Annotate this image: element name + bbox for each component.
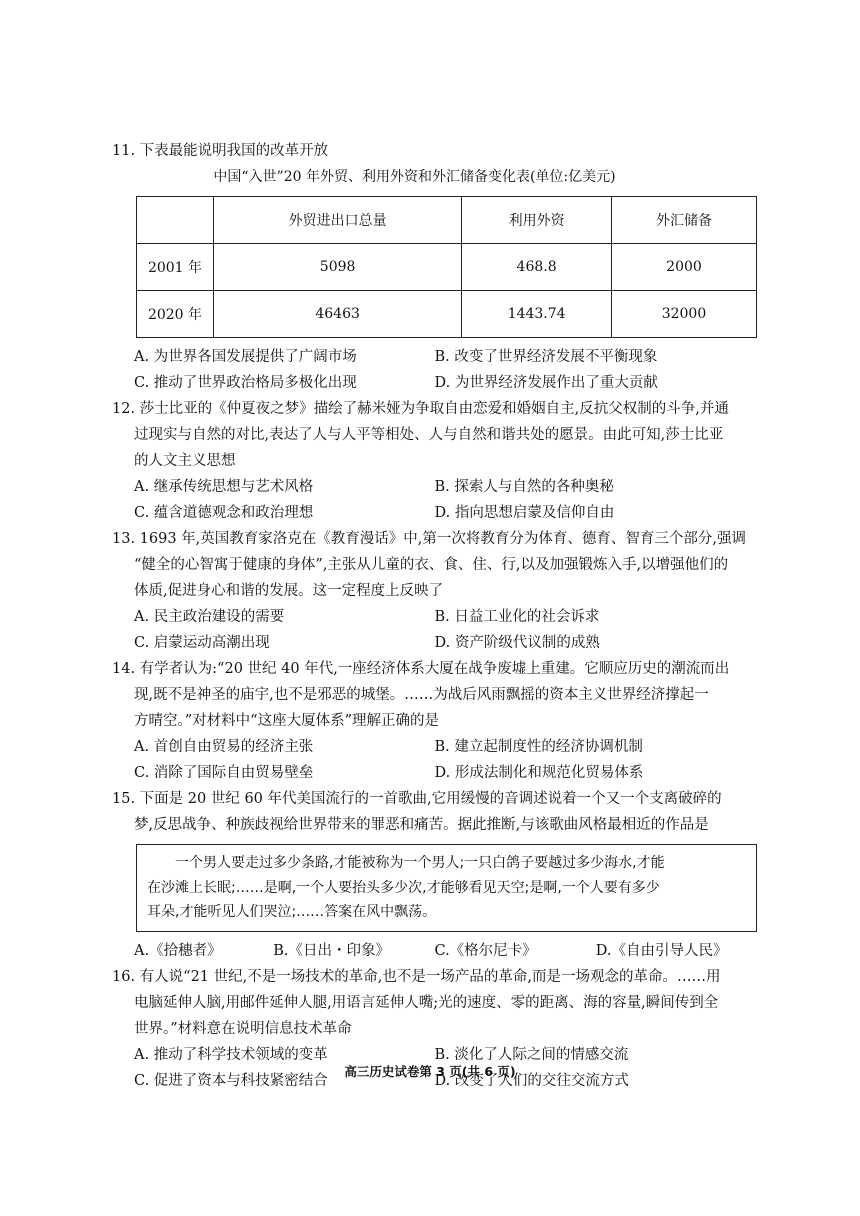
lyrics-line: 一个男人要走过多少条路,才能被称为一个男人;一只白鸽子要越过多少海水,才能 bbox=[175, 855, 665, 871]
table-header: 外汇储备 bbox=[611, 197, 756, 244]
option-c: C. 蕴含道德观念和政治理想 bbox=[134, 505, 314, 521]
table-header: 利用外资 bbox=[462, 197, 612, 244]
option-a: A. 推动了科学技术领域的变革 bbox=[134, 1046, 328, 1063]
option-d: D. 形成法制化和规范化贸易体系 bbox=[434, 765, 644, 781]
question-stem: 11. 下表最能说明我国的改革开放 bbox=[112, 143, 329, 159]
table-header bbox=[137, 197, 214, 244]
table-cell: 5098 bbox=[214, 244, 462, 291]
table-caption: 中国“入世”20 年外贸、利用外资和外汇储备变化表(单位:亿美元) bbox=[213, 169, 616, 185]
question-14 bbox=[112, 656, 757, 786]
option-a: A. 为世界各国发展提供了广阔市场 bbox=[134, 349, 357, 365]
question-13 bbox=[112, 526, 757, 656]
question-11 bbox=[112, 138, 757, 396]
question-stem-cont: 方晴空。”对材料中“这座大厦体系”理解正确的是 bbox=[134, 713, 439, 729]
question-stem: 13. 1693 年,英国教育家洛克在《教育漫话》中,第一次将教育分为体育、德育、智育三个部分,强调 bbox=[112, 531, 747, 547]
options-row bbox=[112, 474, 757, 500]
data-table bbox=[136, 196, 757, 338]
option-b: B. 探索人与自然的各种奥秘 bbox=[434, 479, 614, 495]
question-stem-cont: 世界。”材料意在说明信息技术革命 bbox=[134, 1020, 352, 1037]
option-b: B. 改变了世界经济发展不平衡现象 bbox=[434, 349, 658, 365]
options-row bbox=[112, 734, 757, 760]
question-stem-cont: 过现实与自然的对比,表达了人与人平等相处、人与自然和谐共处的愿景。由此可知,莎士比亚 bbox=[134, 427, 724, 443]
option-d: D. 资产阶级代议制的成熟 bbox=[434, 635, 600, 651]
table-cell: 32000 bbox=[611, 291, 756, 338]
option-d: D. 为世界经济发展作出了重大贡献 bbox=[434, 375, 658, 391]
table-cell-year: 2020 年 bbox=[137, 291, 214, 338]
option-b: B. 日益工业化的社会诉求 bbox=[434, 609, 600, 625]
options-row bbox=[112, 344, 757, 370]
question-stem: 12. 莎士比亚的《仲夏夜之梦》描绘了赫米娅为争取自由恋爱和婚姻自主,反抗父权制的斗争,并通 bbox=[112, 401, 729, 417]
option-c: C. 启蒙运动高潮出现 bbox=[134, 635, 270, 651]
table-header: 外贸进出口总量 bbox=[214, 197, 462, 244]
page-footer: 高三历史试卷第 3 页(共 6 页) bbox=[344, 1064, 516, 1079]
option-a: A. 继承传统思想与艺术风格 bbox=[134, 479, 314, 495]
options-row bbox=[112, 630, 757, 656]
question-12 bbox=[112, 396, 757, 526]
option-a: A. 首创自由贸易的经济主张 bbox=[134, 739, 314, 755]
question-stem: 14. 有学者认为:“20 世纪 40 年代,一座经济体系大厦在战争废墟上重建。它顺应历史的潮流而出 bbox=[112, 661, 730, 677]
questions bbox=[112, 138, 757, 1094]
question-stem-cont: 的人文主义思想 bbox=[134, 453, 236, 469]
option-b: B.《日出・印象》 bbox=[273, 942, 391, 959]
table-cell: 46463 bbox=[214, 291, 462, 338]
option-b: B. 淡化了人际之间的情感交流 bbox=[434, 1046, 629, 1063]
option-d: D.《自由引导人民》 bbox=[595, 942, 728, 959]
table-row bbox=[137, 244, 757, 291]
options-row bbox=[112, 370, 757, 396]
question-stem-cont: 现,既不是神圣的庙宇,也不是邪恶的城堡。……为战后风雨飘摇的资本主义世界经济撑起一 bbox=[134, 687, 709, 703]
question-stem: 16. 有人说“21 世纪,不是一场技术的革命,也不是一场产品的革命,而是一场观念的革命。……用 bbox=[112, 968, 721, 985]
table-row bbox=[137, 291, 757, 338]
option-c: C.《格尔尼卡》 bbox=[434, 942, 537, 959]
question-stem-cont: “健全的心智寓于健康的身体”,主张从儿童的衣、食、住、行,以及加强锻炼入手,以增强他们的 bbox=[134, 557, 729, 573]
question-stem: 15. 下面是 20 世纪 60 年代美国流行的一首歌曲,它用缓慢的音调述说着一个又一个支离破碎的 bbox=[112, 791, 722, 807]
option-c: C. 促进了资本与科技紧密结合 bbox=[134, 1072, 328, 1089]
question-15 bbox=[112, 786, 757, 964]
lyrics-line: 在沙滩上长眠;……是啊,一个人要抬头多少次,才能够看见天空;是啊,一个人要有多少 bbox=[147, 879, 660, 896]
option-d: D. 指向思想启蒙及信仰自由 bbox=[434, 505, 615, 521]
question-stem-cont: 体质,促进身心和谐的发展。这一定程度上反映了 bbox=[134, 583, 444, 599]
table-cell: 2000 bbox=[611, 244, 756, 291]
table-cell: 468.8 bbox=[462, 244, 612, 291]
table-header-row bbox=[137, 197, 757, 244]
options-row bbox=[112, 938, 757, 964]
table-cell: 1443.74 bbox=[462, 291, 612, 338]
option-a: A.《拾穗者》 bbox=[134, 942, 222, 959]
lyrics-line: 耳朵,才能听见人们哭泣;……答案在风中飘荡。 bbox=[147, 904, 437, 920]
lyrics-box bbox=[136, 844, 757, 932]
options-row bbox=[112, 760, 757, 786]
option-a: A. 民主政治建设的需要 bbox=[134, 609, 285, 625]
question-stem-cont: 梦,反思战争、种族歧视给世界带来的罪恶和痛苦。据此推断,与该歌曲风格最相近的作品是 bbox=[134, 817, 709, 833]
question-stem-cont: 电脑延伸人脑,用邮件延伸人腿,用语言延伸人嘴;光的速度、零的距离、海的容量,瞬间传到全 bbox=[134, 994, 719, 1011]
options-row bbox=[112, 604, 757, 630]
table-cell-year: 2001 年 bbox=[137, 244, 214, 291]
option-c: C. 消除了国际自由贸易壁垒 bbox=[134, 765, 314, 781]
option-d: D. 改变了人们的交往交流方式 bbox=[434, 1072, 629, 1089]
options-row bbox=[112, 500, 757, 526]
option-c: C. 推动了世界政治格局多极化出现 bbox=[134, 375, 357, 391]
option-b: B. 建立起制度性的经济协调机制 bbox=[434, 739, 643, 755]
